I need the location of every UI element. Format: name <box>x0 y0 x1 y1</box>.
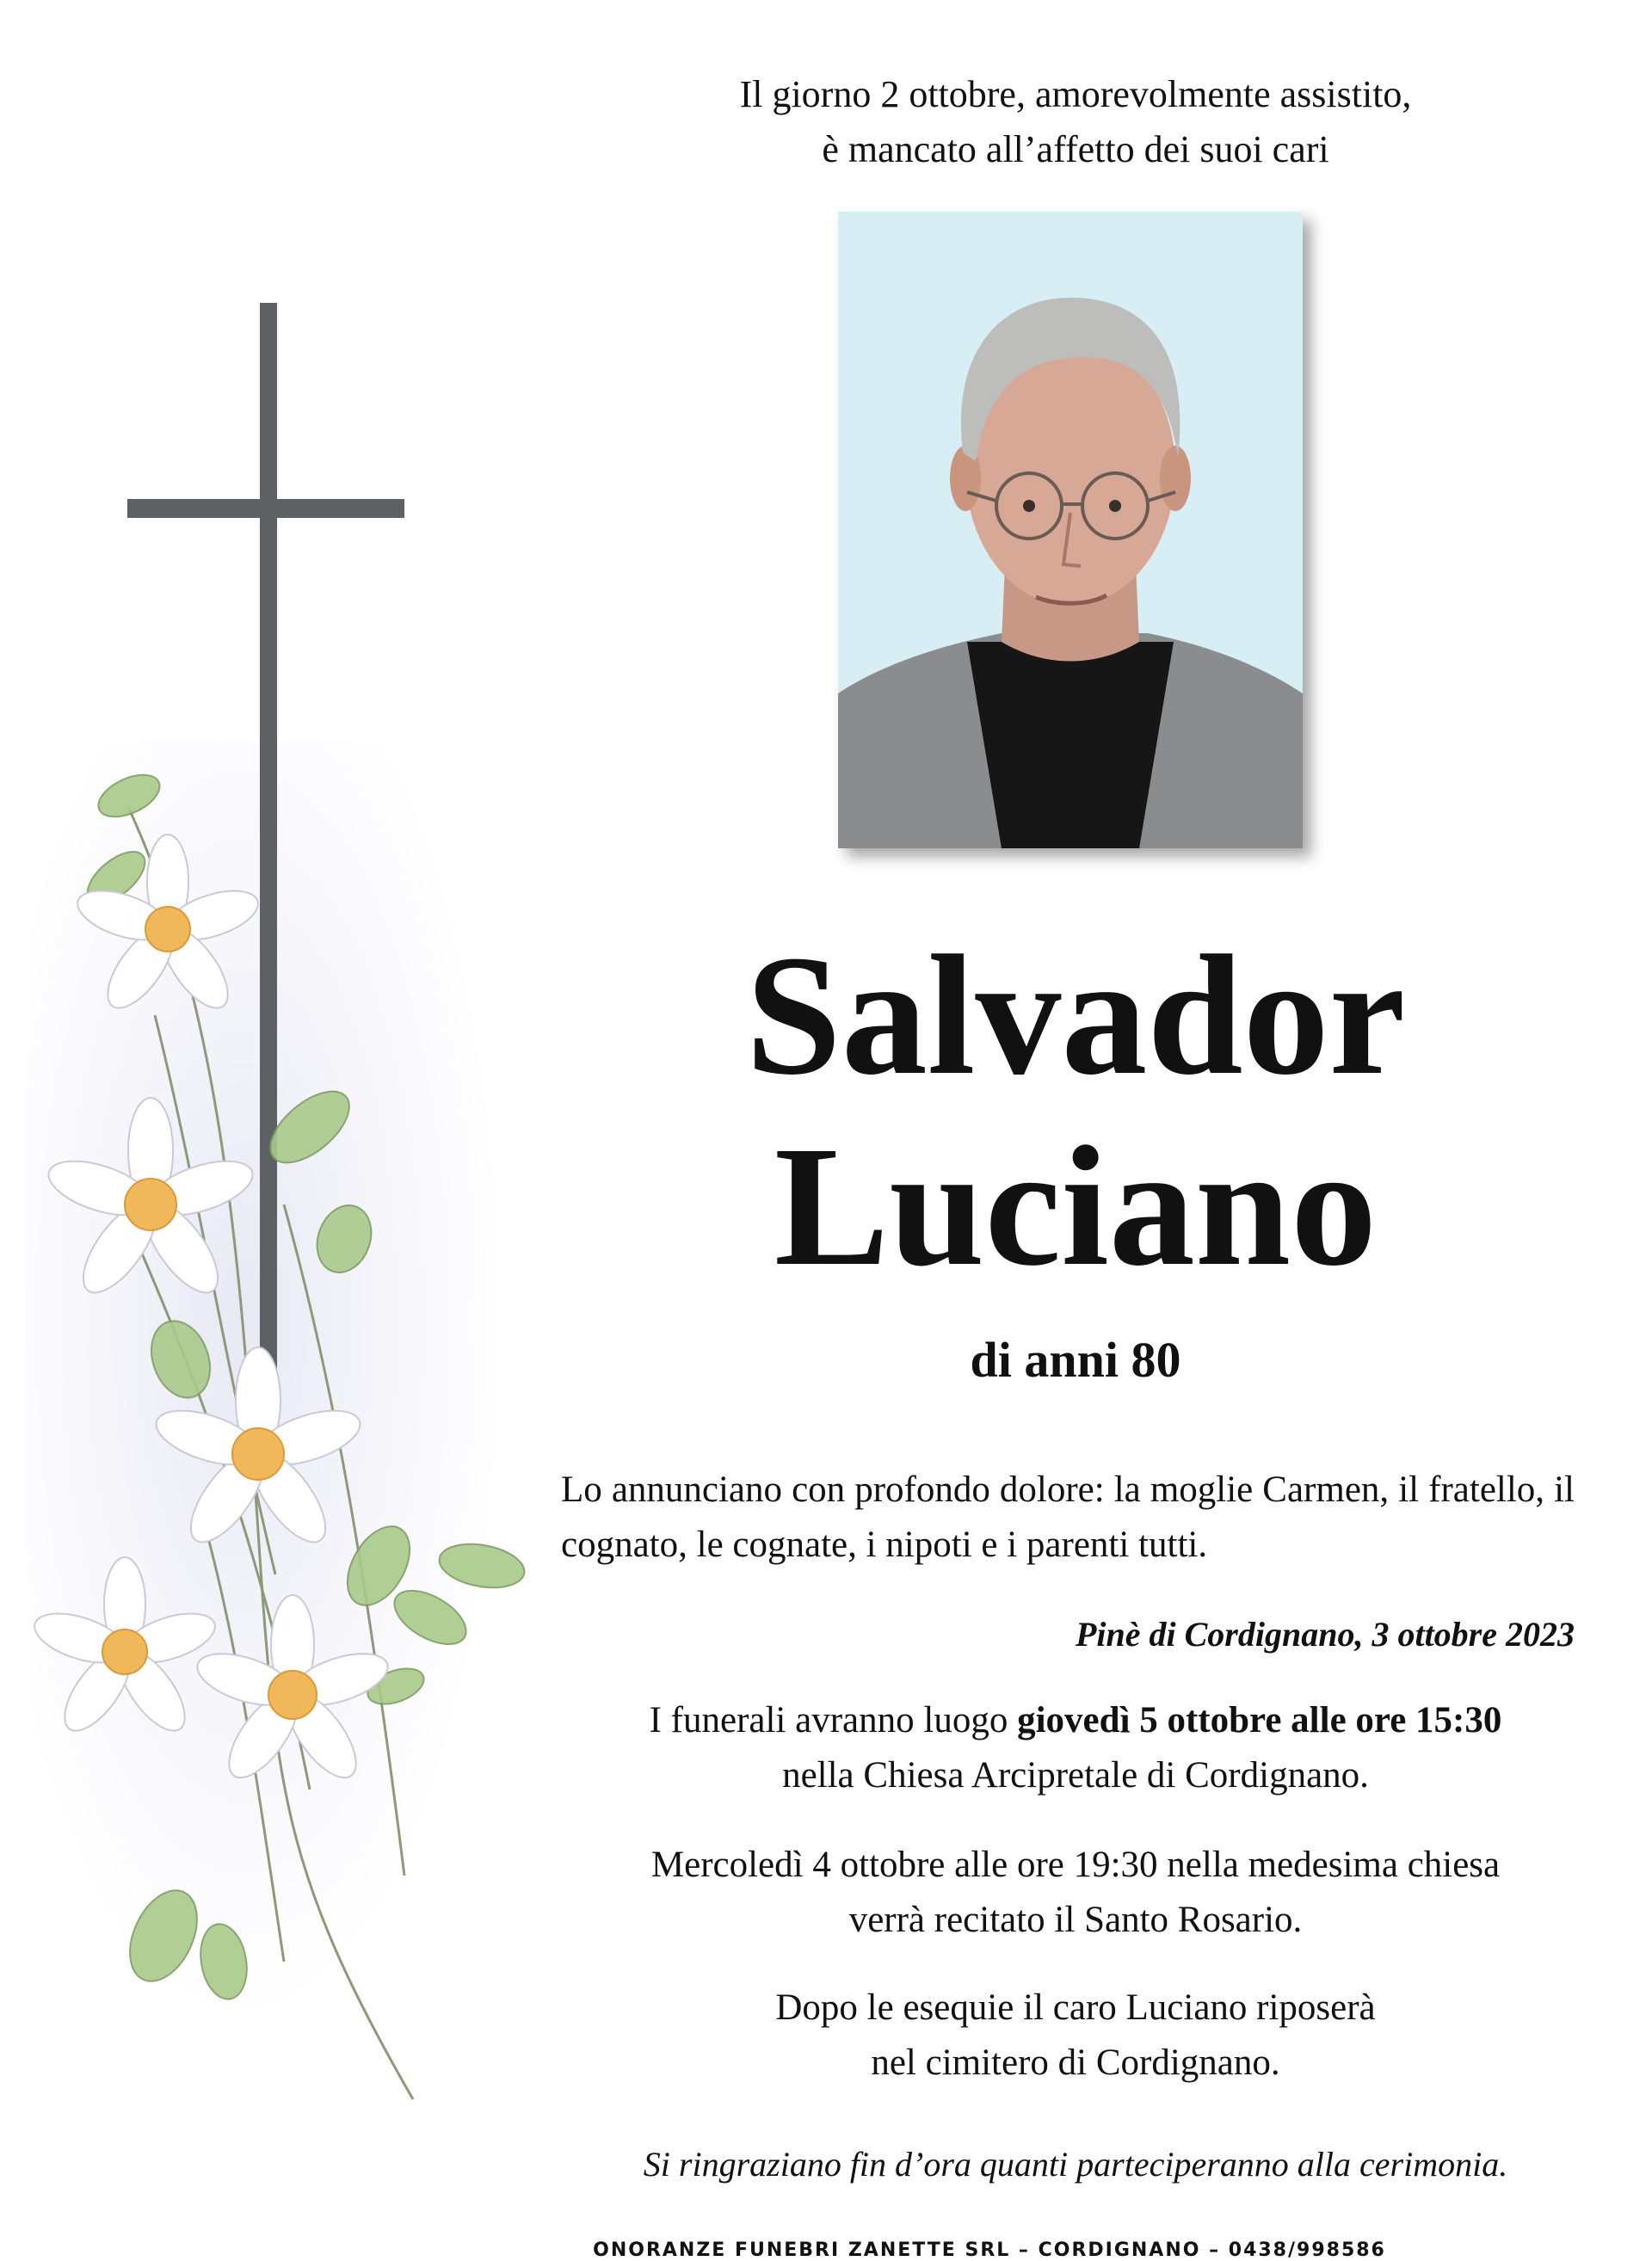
intro-text <box>516 67 1635 177</box>
burial-info <box>516 1981 1635 2091</box>
funeral-home: ONORANZE FUNEBRI ZANETTE SRL – CORDIGNANO – 0438/998586 <box>593 2239 1386 2261</box>
intro-line-2: è mancato all’affetto dei suoi cari <box>822 128 1329 170</box>
decoration <box>0 0 551 2261</box>
burial-line-2: nel cimitero di Cordignano. <box>871 2042 1280 2083</box>
funeral-when: giovedì 5 ottobre alle ore 15:30 <box>1017 1700 1502 1740</box>
rosary-line-2: verrà recitato il Santo Rosario. <box>848 1900 1303 1940</box>
funeral-prefix: I funerali avranno luogo <box>649 1700 1018 1740</box>
funeral-line-2: nella Chiesa Arcipretale di Cordignano. <box>782 1755 1369 1796</box>
rosary-info <box>516 1838 1635 1948</box>
rosary-line-1: Mercoledì 4 ottobre alle ore 19:30 nella medesima chiesa <box>650 1845 1501 1885</box>
portrait-photo <box>838 212 1303 848</box>
burial-line-1: Dopo le esequie il caro Luciano riposerà <box>775 1987 1376 2028</box>
deceased-name <box>516 921 1635 1303</box>
thanks-note: Si ringraziano fin d’ora quanti parteciperanno alla cerimonia. <box>643 2145 1508 2184</box>
first-name: Luciano <box>774 1112 1378 1302</box>
surname: Salvador <box>745 921 1406 1111</box>
funeral-info <box>516 1693 1635 1803</box>
funeral-line-1 <box>516 1693 1635 1748</box>
flower-illustration <box>0 757 551 2151</box>
footer <box>0 2240 1600 2261</box>
cross-arm <box>127 499 404 518</box>
age: di anni 80 <box>970 1332 1181 1388</box>
intro-line-1: Il giorno 2 ottobre, amorevolmente assistito, <box>739 73 1412 115</box>
announcement: Lo annunciano con profondo dolore: la moglie Carmen, il fratello, il cognato, le cognate, i nipoti e i parenti tutti. <box>561 1469 1575 1565</box>
place-date: Pinè di Cordignano, 3 ottobre 2023 <box>1075 1615 1575 1654</box>
